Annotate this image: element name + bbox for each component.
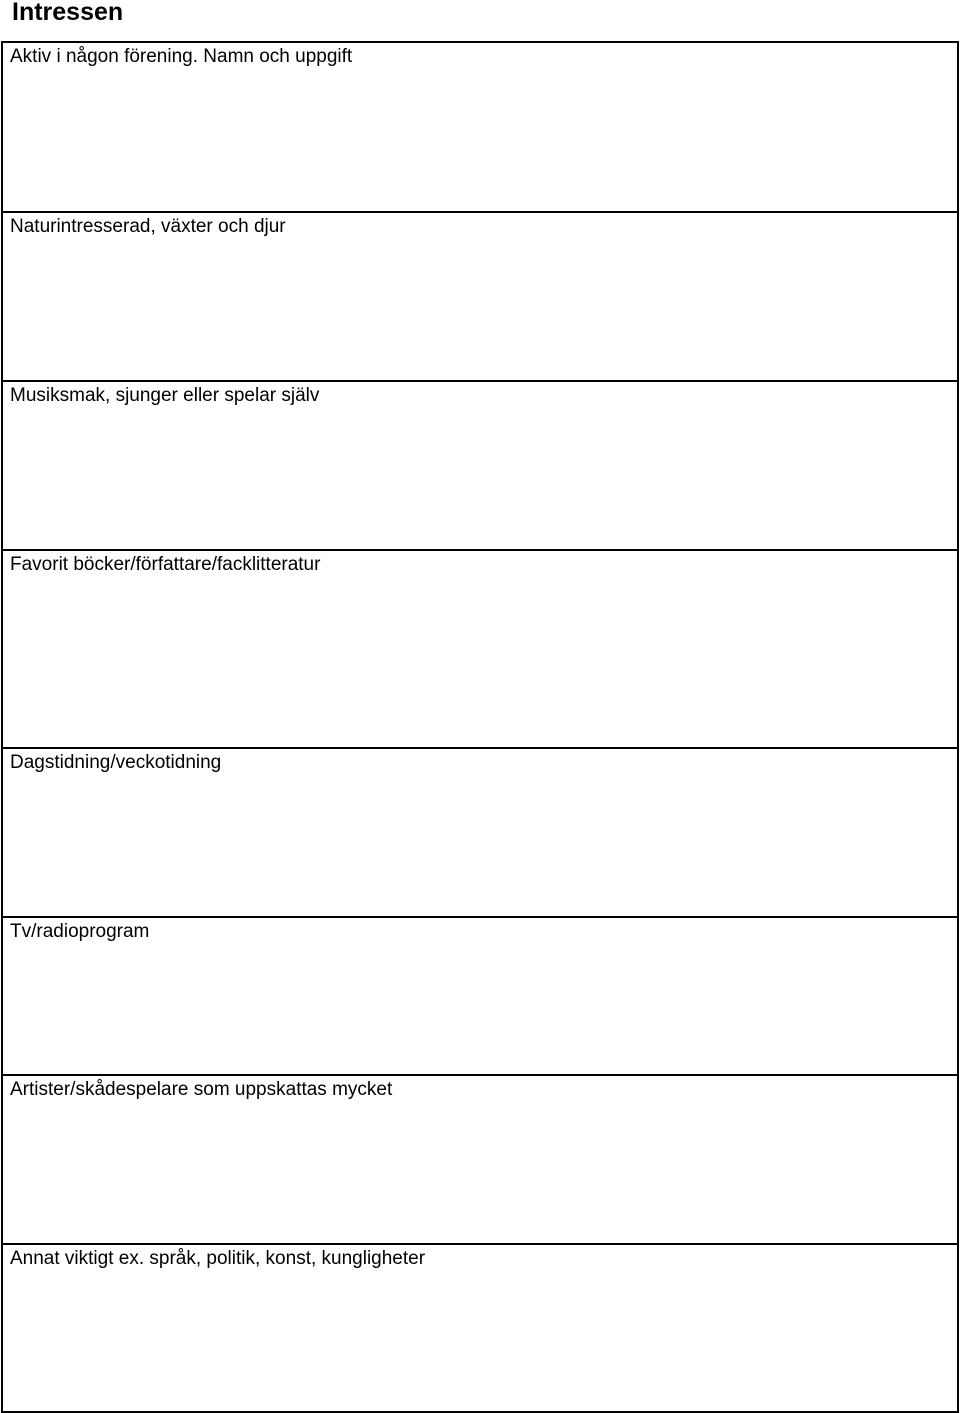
answer-field-artists[interactable]	[3, 1101, 957, 1240]
field-label-music: Musiksmak, sjunger eller spelar själv	[10, 385, 320, 406]
form-cell-nature	[2, 212, 958, 381]
field-label-tv-radio: Tv/radioprogram	[10, 921, 150, 942]
form-row-association	[2, 42, 958, 212]
form-row-music	[2, 381, 958, 550]
form-cell-music	[2, 381, 958, 550]
form-cell-artists	[2, 1075, 958, 1244]
form-row-newspaper	[2, 748, 958, 917]
field-label-nature: Naturintresserad, växter och djur	[10, 216, 286, 237]
answer-field-tv-radio[interactable]	[3, 943, 957, 1071]
field-label-books: Favorit böcker/författare/facklitteratur	[10, 554, 321, 575]
field-label-other: Annat viktigt ex. språk, politik, konst, kungligheter	[10, 1248, 426, 1269]
answer-field-other[interactable]	[3, 1270, 957, 1408]
field-label-association: Aktiv i någon förening. Namn och uppgift	[10, 46, 353, 67]
answer-field-association[interactable]	[3, 68, 957, 208]
form-cell-association	[2, 42, 958, 212]
form-row-books	[2, 550, 958, 748]
page-title: Intressen	[12, 0, 124, 26]
form-row-tv-radio	[2, 917, 958, 1075]
answer-field-newspaper[interactable]	[3, 774, 957, 913]
form-cell-newspaper	[2, 748, 958, 917]
form-row-nature	[2, 212, 958, 381]
form-row-other	[2, 1244, 958, 1412]
answer-field-music[interactable]	[3, 407, 957, 546]
form-cell-books	[2, 550, 958, 748]
form-cell-tv-radio	[2, 917, 958, 1075]
answer-field-books[interactable]	[3, 576, 957, 744]
form-cell-other	[2, 1244, 958, 1412]
form-row-artists	[2, 1075, 958, 1244]
field-label-newspaper: Dagstidning/veckotidning	[10, 752, 222, 773]
field-label-artists: Artister/skådespelare som uppskattas mycket	[10, 1079, 393, 1100]
interests-form	[1, 41, 959, 1413]
answer-field-nature[interactable]	[3, 238, 957, 377]
